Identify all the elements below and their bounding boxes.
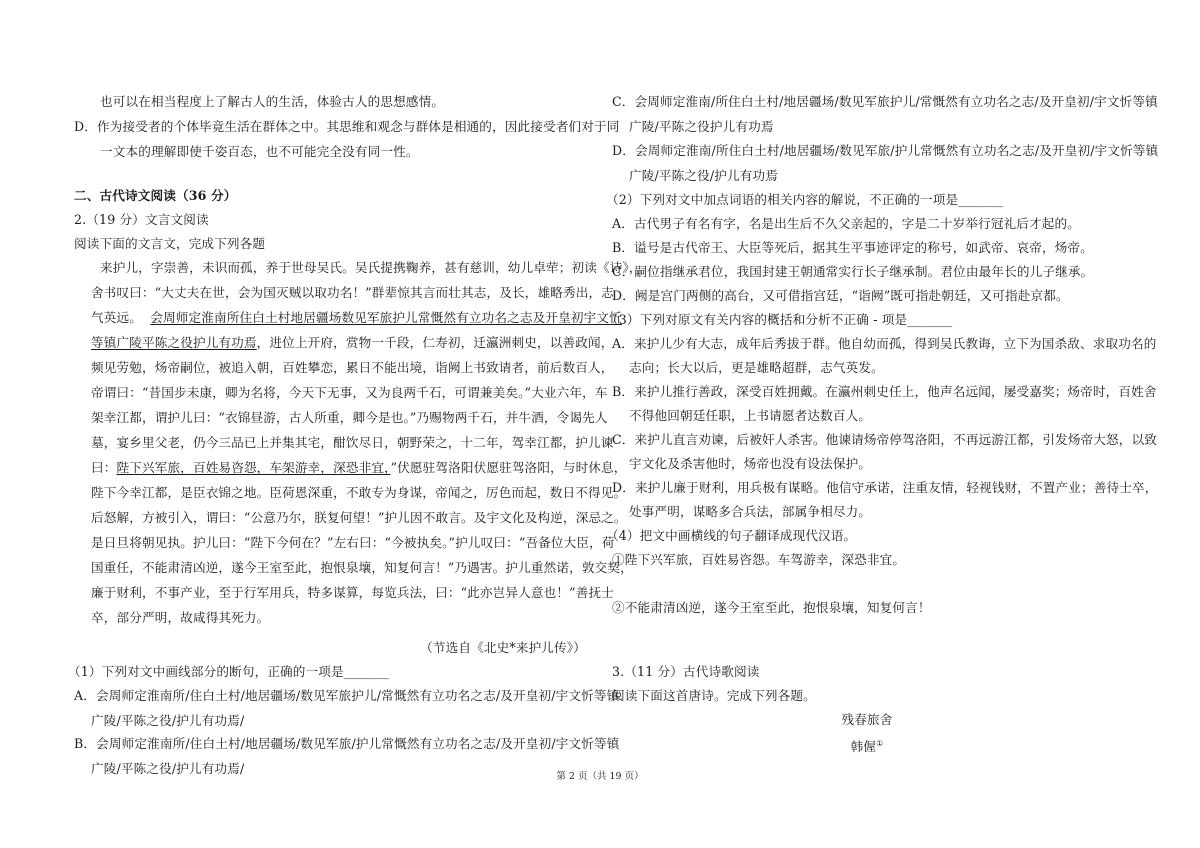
option-a: A．古代男子有名有字，名是出生后不久父亲起的，字是二十岁举行冠礼后才起的。 xyxy=(612,216,1081,231)
passage-line: 来护儿，字崇善，未识而孤，养于世母吴氏。吴氏提携鞠养，甚有慈训，幼儿卓荦；初读《诗》， xyxy=(100,260,642,275)
passage-line: 等镇广陵平陈之役护儿有功焉，进位上开府，赏物一千段，仁寿初，迁瀛洲刺史，以善政闻， xyxy=(91,335,614,350)
option-b-cont: 广陵/平陈之役/护儿有功焉/ xyxy=(91,761,245,776)
underlined-sentence: 会周师定淮南所住白土村地居疆场数见军旅护儿常慨然有立功名之志及开皇初宇文忻 xyxy=(150,310,622,325)
option-b: B．会周师定淮南所/住白土村/地居疆场/数见军旅/护儿常慨然有立功名之志/及开皇初/宇文忻等镇 xyxy=(74,736,620,751)
question-stem: （1）下列对文中画线部分的断句，正确的一项是_______ xyxy=(68,664,389,679)
section-title: 二、古代诗文阅读（36 分） xyxy=(74,188,237,203)
option-c: C．嗣位指继承君位，我国封建王朝通常实行长子继承制。君位由最年长的儿子继承。 xyxy=(612,264,1094,279)
text-line: 一文本的理解即使千姿百态，也不可能完全没有同一性。 xyxy=(100,144,419,159)
passage-line: 陛下今幸江都，是臣衣锦之地。臣荷恩深重，不敢专为身谋，帝闻之，厉色而起，数日不得见。 xyxy=(91,485,627,500)
question-instruction: 阅读下面的文言文，完成下列各题 xyxy=(74,236,266,251)
passage-line: 帝谓曰：“昔国步未康，卿为名将，今天下无事，又为良两千石，可谓兼美矣。”大业六年，车 xyxy=(91,385,608,400)
passage-line: 卒，部分严明，故咸得其死力。 xyxy=(91,610,270,625)
footnote-marker: ① xyxy=(876,739,884,748)
passage-line: 频见劳勉，炀帝嗣位，被追入朝，百姓攀恋，累日不能出境，诣阙上书致请者，前后数百人， xyxy=(91,360,614,375)
option-b: B．来护儿推行善政，深受百姓拥戴。在瀛州刺史任上，他声名远闻，屡受嘉奖；炀帝时，百姓舍 xyxy=(612,384,1157,399)
passage-source: （节选自《北史*来护儿传》） xyxy=(420,640,586,655)
question-stem: （2）下列对文中加点词语的相关内容的解说，不正确的一项是_______ xyxy=(606,192,1004,207)
question-title: 3.（11 分）古代诗歌阅读 xyxy=(612,664,760,679)
passage-line: 墓，宴乡里父老，仍今三品已上并集其宅，酣饮尽日，朝野荣之，十二年，驾幸江都，护儿谏 xyxy=(91,435,614,450)
option-c-cont: 宇文化及杀害他时，炀帝也没有设法保护。 xyxy=(629,456,872,471)
option-d: D．会周师定淮南/所住白土村/地居疆场/数见军旅/护儿常慨然有立功名之志/及开皇初/宇文忻等镇 xyxy=(612,143,1159,158)
option-d: D．阙是宫门两侧的高台，又可借指宫廷，“诣阙”既可指赴朝廷，又可指赴京都。 xyxy=(612,288,1069,303)
underlined-sentence: 陛下兴军旅，百姓易咨怨，车架游幸，深恐非宜， xyxy=(116,460,391,475)
text-line: 也可以在相当程度上了解古人的生活，体验古人的思想感情。 xyxy=(100,94,445,109)
option-a: A．来护儿少有大志，成年后秀拔于群。他自幼而孤，得到吴氏教诲，立下为国杀敌、求取功名的 xyxy=(612,336,1157,351)
option-b: B．谥号是古代帝王、大臣等死后，据其生平事迹评定的称号，如武帝、哀帝，炀帝。 xyxy=(612,240,1093,255)
passage-line: 舍书叹曰：“大丈夫在世，会为国灭贼以取功名！”群辈惊其言而壮其志，及长，雄略秀出，志 xyxy=(91,285,614,300)
page-footer: 第 2 页（共 19 页） xyxy=(556,771,644,782)
question-stem: （3）下列对原文有关内容的概括和分析不正确 - 项是_______ xyxy=(606,312,953,327)
passage-line: 架幸江都，谓护儿曰：“衣锦昼游，古人所重，卿今是也。”乃赐物两千石，并牛酒，令谒先人 xyxy=(91,410,608,425)
underlined-sentence: 等镇广陵平陈之役护儿有功焉 xyxy=(91,335,257,350)
passage-line: 后怒解，方被引入，谓曰：“公意乃尔，朕复何望！”护儿因不敢言。及宇文化及构逆，深忌之。 xyxy=(91,510,627,525)
option-c: C．会周师定淮南/所住白土村/地居疆场/数见军旅护儿/常慨然有立功名之志/及开皇初/宇文忻等镇 xyxy=(612,94,1158,109)
passage-line: 曰：陛下兴军旅，百姓易咨怨，车架游幸，深恐非宜，”伏愿驻驾洛阳伏愿驻驾洛阳，与时休息， xyxy=(91,460,627,475)
passage-line: 廉于财利，不事产业，至于行军用兵，特多谋算，每览兵法，曰：“此亦岂异人意也！”善抚士 xyxy=(91,585,614,600)
option-d: D．来护儿廉于财利，用兵极有谋略。他信守承诺，注重友情，轻视钱财，不置产业；善待士卒， xyxy=(612,480,1158,495)
translation-item: ①陛下兴军旅，百姓易咨怨。车驾游幸，深恐非宜。 xyxy=(612,552,906,567)
option-c: C．来护儿直言劝谏，后被奸人杀害。他谏请炀帝停驾洛阳，不再远游江都，引发炀帝大怒，以致 xyxy=(612,432,1158,447)
poem-title: 残春旅舍 xyxy=(841,712,893,727)
question-instruction: 阅读下面这首唐诗。完成下列各题。 xyxy=(612,688,816,703)
question-title: 2.（19 分）文言文阅读 xyxy=(74,212,209,227)
poem-author: 韩偓① xyxy=(850,739,884,755)
option-b-cont: 不得他回朝廷任职，上书请愿者达数百人。 xyxy=(629,408,872,423)
option-a: A．会周师定淮南所/住白土村/地居疆场/数见军旅护儿/常慨然有立功名之志/及开皇初/宇文忻等镇 xyxy=(74,688,620,703)
passage-line: 气英远。 会周师定淮南所住白土村地居疆场数见军旅护儿常慨然有立功名之志及开皇初宇文忻 xyxy=(91,310,622,325)
option-d-cont: 处事严明，谋略多合兵法，部属争相尽力。 xyxy=(629,504,872,519)
question-stem: （4）把文中画横线的句子翻译成现代汉语。 xyxy=(606,528,857,543)
option-a-cont: 志向；长大以后，更是雄略超群，志气英发。 xyxy=(629,360,884,375)
text-line: D．作为接受者的个体毕竟生活在群体之中。其思维和观念与群体是相通的，因此接受者们对于同 xyxy=(74,119,620,134)
translation-item: ②不能肃清凶逆，遂今王室至此，抱恨泉壤，知复何言！ xyxy=(612,600,931,615)
option-d-cont: 广陵/平陈之役/护儿有功焉 xyxy=(629,168,778,183)
option-c-cont: 广陵/平陈之役护儿有功焉 xyxy=(629,119,774,134)
passage-line: 是日旦将朝见执。护儿曰：“陛下今何在？”左右曰：“今被执矣。”护儿叹曰：“吾备位大臣，荷 xyxy=(91,535,615,550)
option-a-cont: 广陵/平陈之役/护儿有功焉/ xyxy=(91,713,245,728)
passage-line: 国重任，不能肃清凶逆，遂今王室至此，抱恨泉壤，知复何言！”乃遇害。护儿重然诺，敦交契， xyxy=(91,560,633,575)
